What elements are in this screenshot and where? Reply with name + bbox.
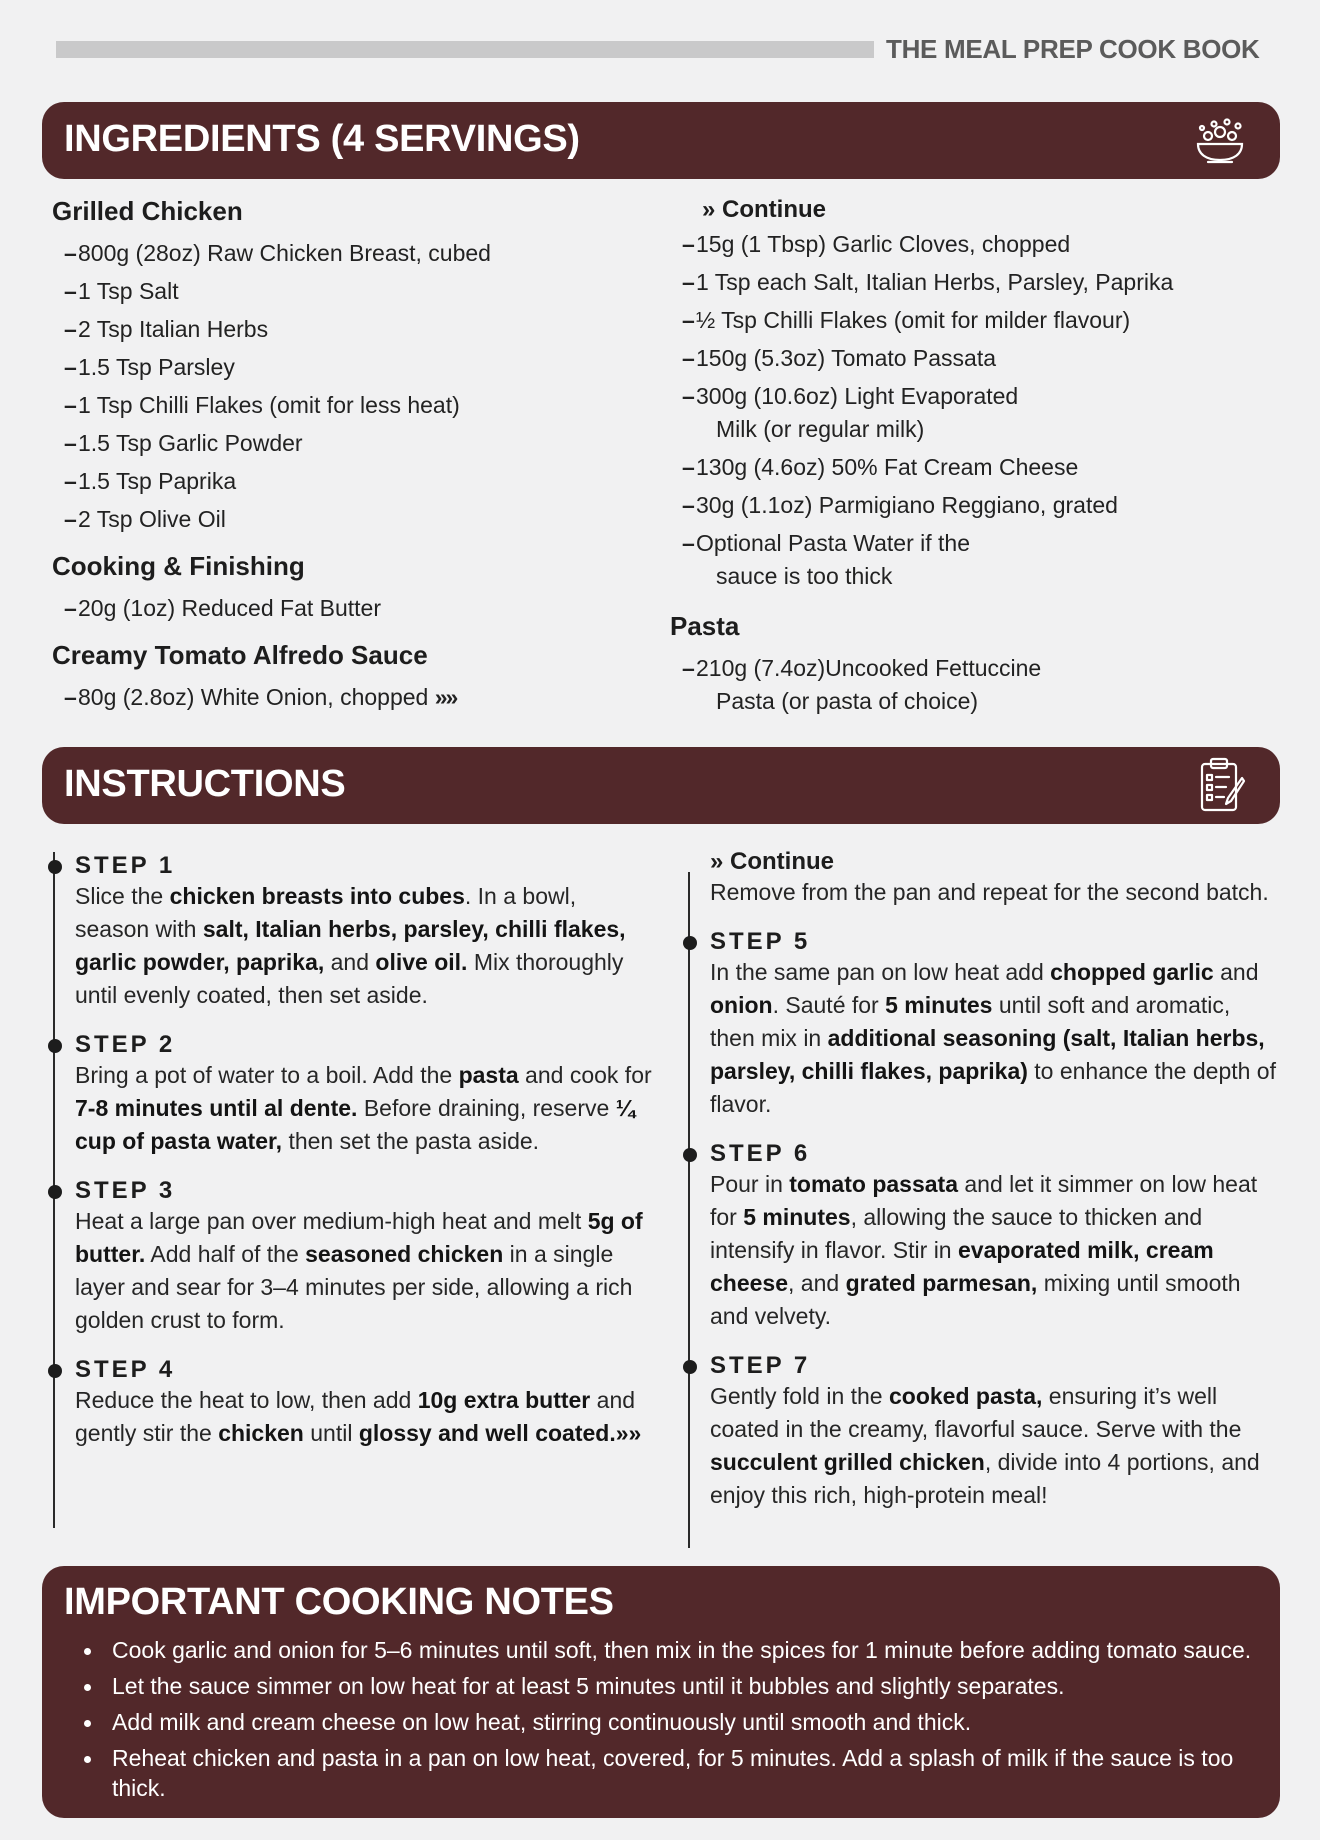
- grilled-chicken-heading: Grilled Chicken: [52, 196, 243, 226]
- step-label: STEP 4: [75, 1356, 176, 1383]
- ingredient-item: – 1 Tsp each Salt, Italian Herbs, Parsley, Paprika: [670, 266, 1230, 299]
- salad-bowl-icon: [1194, 114, 1246, 171]
- timeline-dot: [683, 936, 697, 950]
- step-3: [55, 1177, 653, 1337]
- step-label: STEP 1: [75, 852, 176, 879]
- ingredient-item: – 2 Tsp Italian Herbs: [52, 313, 652, 346]
- note-item: Cook garlic and onion for 5–6 minutes until soft, then mix in the spices for 1 minute before adding tomato sauce.: [60, 1635, 1270, 1665]
- step-body: Gently fold in the cooked pasta, ensuring it’s well coated in the creamy, flavorful sauce. Serve with the succulent grilled chicken, divide into 4 portions, and enjoy this rich, high-protein meal!: [710, 1383, 1260, 1508]
- ingredient-item: – 1.5 Tsp Parsley: [52, 351, 652, 384]
- ingredient-item: – ½ Tsp Chilli Flakes (omit for milder flavour): [670, 304, 1230, 337]
- step-label: STEP 6: [710, 1140, 811, 1167]
- ingredient-item: – 1 Tsp Salt: [52, 275, 652, 308]
- ingredient-item: – 130g (4.6oz) 50% Fat Cream Cheese: [670, 451, 1230, 484]
- ingredient-item: – 1.5 Tsp Garlic Powder: [52, 427, 652, 460]
- timeline-dot: [683, 1360, 697, 1374]
- sauce-heading: Creamy Tomato Alfredo Sauce: [52, 640, 428, 670]
- cooking-finishing-heading: Cooking & Finishing: [52, 551, 305, 581]
- continue-label: » Continue: [710, 848, 834, 875]
- timeline-dot: [48, 860, 62, 874]
- ingredient-item: – 300g (10.6oz) Light Evaporated Milk (or regular milk): [670, 380, 1050, 446]
- ingredient-item: – 1 Tsp Chilli Flakes (omit for less heat): [52, 389, 652, 422]
- step-body: Slice the chicken breasts into cubes. In a bowl, season with salt, Italian herbs, parsley, chilli flakes, garlic powder, paprika, and olive oil. Mix thoroughly until evenly coated, then set aside.: [75, 883, 626, 1008]
- ingredient-item: – 800g (28oz) Raw Chicken Breast, cubed: [52, 237, 652, 270]
- note-item: Let the sauce simmer on low heat for at least 5 minutes until it bubbles and slightly separates.: [60, 1671, 1270, 1701]
- notes-title: IMPORTANT COOKING NOTES: [64, 1581, 614, 1623]
- ingredient-item: – 15g (1 Tbsp) Garlic Cloves, chopped: [670, 228, 1230, 261]
- timeline-dot: [48, 1185, 62, 1199]
- step-4-continued: Remove from the pan and repeat for the second batch.: [710, 879, 1269, 905]
- ingredient-item: – 20g (1oz) Reduced Fat Butter: [52, 592, 652, 625]
- timeline-right: [688, 848, 1278, 1548]
- step-body: Bring a pot of water to a boil. Add the pasta and cook for 7-8 minutes until al dente. Before draining, reserve ¼ cup of pasta water, then set the pasta aside.: [75, 1062, 652, 1154]
- clipboard-checklist-icon: [1198, 756, 1246, 819]
- note-item: Add milk and cream cheese on low heat, stirring continuously until smooth and thick.: [60, 1707, 1270, 1737]
- ingredients-right-column: [670, 196, 1230, 718]
- continued-marker: »»: [434, 684, 457, 710]
- ingredient-text: 80g (2.8oz) White Onion, chopped: [78, 684, 429, 710]
- step-4: [55, 1356, 653, 1450]
- step-body: In the same pan on low heat add chopped garlic and onion. Sauté for 5 minutes until soft and aromatic, then mix in additional seasoning (salt, Italian herbs, parsley, chilli flakes, paprika) to enhance the depth of flavor.: [710, 959, 1276, 1117]
- notes-panel: [42, 1566, 1280, 1818]
- step-body: Pour in tomato passata and let it simmer on low heat for 5 minutes, allowing the sauce to thicken and intensify in flavor. Stir in evaporated milk, cream cheese, and grated parmesan, mixing until smooth and velvety.: [710, 1171, 1258, 1329]
- ingredient-item: – Optional Pasta Water if the sauce is too thick: [670, 527, 1010, 593]
- instructions-banner: [42, 747, 1280, 824]
- ingredients-left-column: [52, 196, 652, 714]
- ingredient-item: [52, 681, 652, 714]
- instructions-title: INSTRUCTIONS: [64, 763, 346, 805]
- ingredient-item: – 150g (5.3oz) Tomato Passata: [670, 342, 1230, 375]
- notes-list: [60, 1635, 1270, 1809]
- step-body: Heat a large pan over medium-high heat and melt 5g of butter. Add half of the seasoned chicken in a single layer and sear for 3–4 minutes per side, allowing a rich golden crust to form.: [75, 1208, 643, 1333]
- timeline-dot: [683, 1148, 697, 1162]
- ingredients-banner: [42, 102, 1280, 179]
- note-item: Reheat chicken and pasta in a pan on low heat, covered, for 5 minutes. Add a splash of milk if the sauce is too thick.: [60, 1743, 1270, 1803]
- ingredient-item: – 1.5 Tsp Paprika: [52, 465, 652, 498]
- ingredient-item: – 210g (7.4oz)Uncooked Fettuccine Pasta (or pasta of choice): [670, 652, 1090, 718]
- step-label: STEP 2: [75, 1031, 176, 1058]
- step-label: STEP 3: [75, 1177, 176, 1204]
- step-label: STEP 5: [710, 928, 811, 955]
- ingredient-item: – 30g (1.1oz) Parmigiano Reggiano, grated: [670, 489, 1230, 522]
- step-label: STEP 7: [710, 1352, 811, 1379]
- timeline-left: [53, 852, 653, 1528]
- timeline-dot: [48, 1364, 62, 1378]
- step-body: Reduce the heat to low, then add 10g extra butter and gently stir the chicken until glossy and well coated.»»: [75, 1387, 642, 1446]
- header-bar: [56, 41, 874, 58]
- ingredients-title: INGREDIENTS (4 SERVINGS): [64, 118, 580, 160]
- step-2: [55, 1031, 653, 1158]
- timeline-dot: [48, 1039, 62, 1053]
- step-6: [690, 1140, 1278, 1333]
- pasta-heading: Pasta: [670, 611, 740, 641]
- book-title: THE MEAL PREP COOK BOOK: [886, 34, 1260, 64]
- step-1: [55, 852, 653, 1012]
- step-7: [690, 1352, 1278, 1512]
- continue-label: » Continue: [702, 196, 826, 223]
- ingredient-item: – 2 Tsp Olive Oil: [52, 503, 652, 536]
- step-5: [690, 928, 1278, 1121]
